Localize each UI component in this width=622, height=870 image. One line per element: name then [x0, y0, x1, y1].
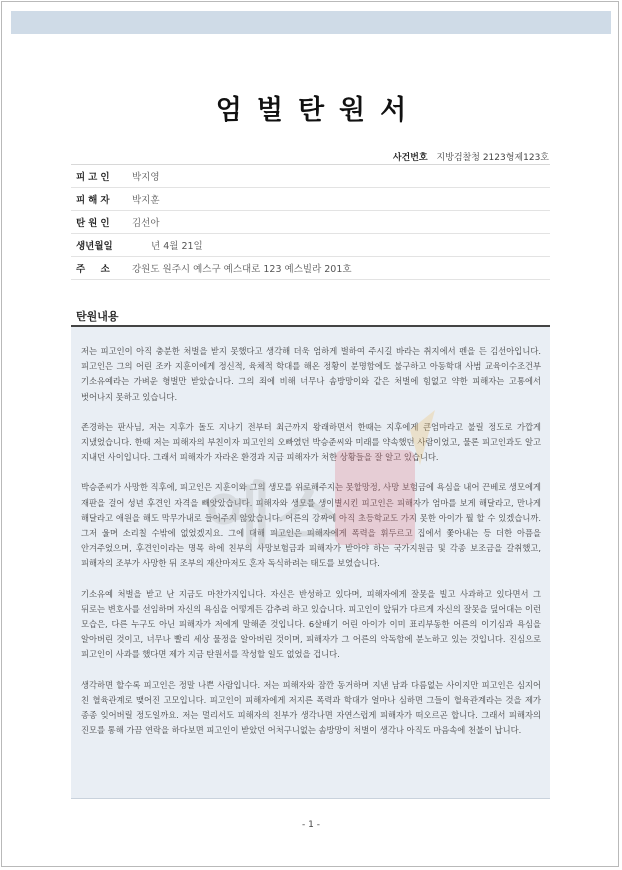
paragraph: 기소유예 처벌을 받고 난 지금도 마찬가지입니다. 자신은 반성하고 있다며, 피해자에게 잘못을 빌고 사과하고 있다면서 그 뒤로는 변호사를 선임하며 자신의 욕심을 어떻게든 감추려 하고 있습니다. 피고인이 앞뒤가 다르게 자신의 잘못을 덮어대는 이런 모습은, 다른 누구도 아닌 피해자가 저에게 말해준 것입니다. 6살배기 어린 아이가 이미 표리부동한 어른의 이기심과 욕심을 알아버린 것이고, 너무나 빨리 세상 물정을 알아버린 것이며, 피해자가 그 어른의 악독함에 분노하고 있는 것입니다. 진심으로 피고인이 사과를 했다면 제가 지금 탄원서를 작성할 일도 없었을 겁니다. — [81, 588, 541, 660]
info-label: 피고인 — [76, 172, 113, 183]
info-value: 박지훈 — [132, 195, 160, 206]
paragraph: 박승준씨가 사망한 직후에, 피고인은 지훈이와 그의 생모를 위로해주지는 못할망정, 사망 보험금에 욕심을 내어 끈베로 생모에게 재판을 걸어 성년 후견인 자격을 빼앗았습니다. 피해자와 생모를 생이별시킨 피고인은 피해자가 엄마를 보게 해달라고, 만나게 해달라고 애원을 해도 막무가내로 들어주지 않았습니다. 어른의 강짜에 아직 초등학교도 가지 못한 아이가 뭘 할 수 있겠습니까. 그저 울며 소리칠 수밖에 없었겠지요. 그에 대해 피고인은 피해자에게 폭력을 휘두르고 집에서 쫓아내는 등 더한 아픔을 안겨주었으며, 후견인이라는 명목 하에 친부의 사망보험금과 피해자가 받아야 하는 국가지원금 및 각종 보조금을 갈취했고, 피해자의 조부가 사망한 뒤 조부의 재산마저도 혼자 독식하려는 태도를 보였습니다. — [81, 482, 541, 569]
info-value: 강원도 원주시 예스구 예스대로 123 예스빌라 201호 — [132, 264, 352, 275]
info-label: 탄원인 — [76, 218, 113, 229]
case-number-label: 사건번호 — [392, 153, 428, 163]
case-number — [393, 150, 549, 163]
info-row-victim — [71, 188, 550, 211]
info-row-birthdate — [71, 234, 550, 257]
page-number: - 1 - — [302, 820, 320, 830]
info-label: 생년월일 — [76, 241, 113, 252]
paragraph: 존경하는 판사님, 저는 지후가 돌도 지나기 전부터 최근까지 왕래하면서 한때는 지후에게 큰엄마라고 불릴 정도로 가깝게 지냈었습니다. 한때 저는 피해자의 부친이자 피고인의 오빠였던 박승준씨와 미래를 약속했던 사람이었고, 물론 피고인과도 알고 지내던 사이입니다. 그래서 피해자가 자라온 환경과 지금 피해자가 처한 상황들을 잘 알고 있습니다. — [81, 421, 541, 463]
info-table — [71, 164, 550, 280]
info-row-address — [71, 257, 550, 280]
svg-text:예스: 예스 — [205, 475, 341, 557]
info-row-defendant — [71, 164, 550, 188]
info-value: 박지영 — [132, 172, 160, 183]
section-title: 탄원내용 — [76, 310, 119, 323]
info-label: 주 소 — [76, 264, 113, 275]
info-label: 피해자 — [76, 195, 113, 206]
info-row-petitioner — [71, 211, 550, 234]
header-bar — [11, 11, 611, 34]
document-title: 엄벌탄원서 — [215, 95, 422, 126]
paragraph: 생각하면 할수록 피고인은 정말 나쁜 사람입니다. 저는 피해자와 잠깐 동거하며 지낸 남과 다름없는 사이지만 피고인은 심지어 친 혈육관계로 맺어진 고모입니다. 피고인이 피해자에게 저지른 폭력과 학대가 얼마나 심하면 그들이 혈육관계라는 것을 제가 종종 잊어버릴 정도일까요. 저는 멀리서도 피해자의 친부가 생각나면 자연스럽게 피해자가 떠오르곤 합니다. 그래서 피해자의 진모를 통해 가끔 연락을 하다보면 피고인이 받았던 어처구니없는 솜방망이 처벌이 생각나 아직도 마음속에 천불이 납니다. — [81, 679, 541, 736]
petition-body — [71, 327, 550, 799]
case-number-value: 지방검찰청 2123형제123호 — [436, 153, 549, 163]
info-value: 김선아 — [132, 218, 160, 229]
paragraph: 저는 피고인이 아직 충분한 처벌을 받지 못했다고 생각해 더욱 엄하게 벌하여 주시길 바라는 취지에서 펜을 든 김선아입니다. 피고인은 그의 어린 조카 지훈이에게 정신적, 육체적 학대를 해온 정황이 분명함에도 불구하고 아동학대 사범 교육이수조건부 기소유예라는 가벼운 형벌만 받았습니다. 그의 죄에 비해 너무나 솜방망이와 같은 처벌에 힘없고 약한 피해자는 고통에서 벗어나지 못하고 있습니다. — [81, 346, 541, 402]
info-value: 년 4월 21일 — [132, 241, 203, 252]
